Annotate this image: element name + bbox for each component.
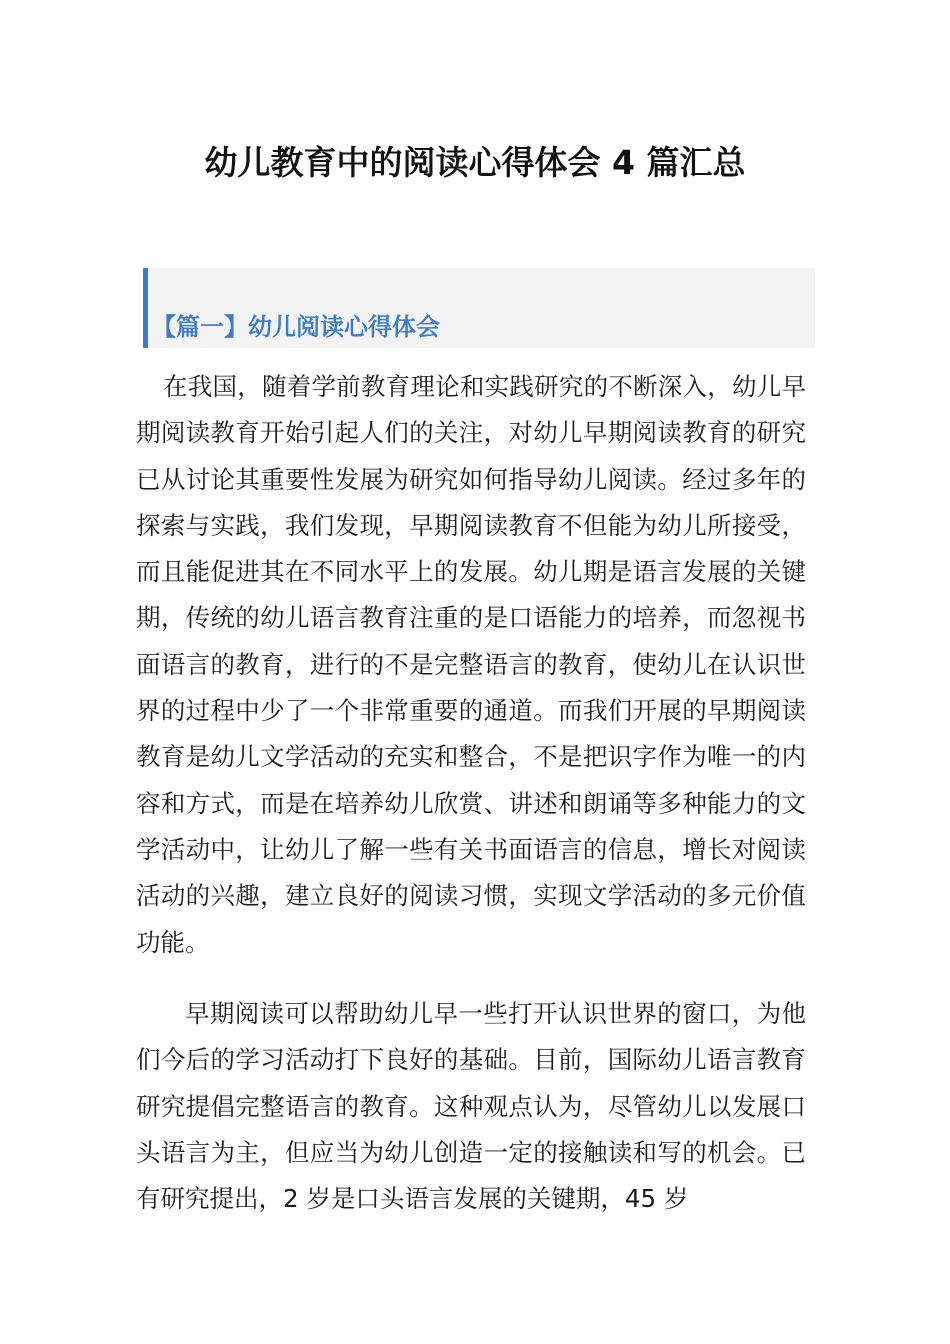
- section-header: [143, 268, 815, 348]
- document-title: 幼儿教育中的阅读心得体会 4 篇汇总: [204, 143, 746, 182]
- section-title: 【篇一】幼儿阅读心得体会: [152, 313, 440, 341]
- body-paragraph: 早期阅读可以帮助幼儿早一些打开认识世界的窗口，为他们今后的学习活动打下良好的基础。目前，国际幼儿语言教育研究提倡完整语言的教育。这种观点认为，尽管幼儿以发展口头语言为主，但应当为幼儿创造一定的接触读和写的机会。已有研究提出，2 岁是口头语言发展的关键期，45 岁: [136, 999, 806, 1214]
- body-paragraph: 在我国，随着学前教育理论和实践研究的不断深入，幼儿早期阅读教育开始引起人们的关注，对幼儿早期阅读教育的研究已从讨论其重要性发展为研究如何指导幼儿阅读。经过多年的探索与实践，我们发现，早期阅读教育不但能为幼儿所接受，而且能促进其在不同水平上的发展。幼儿期是语言发展的关键期，传统的幼儿语言教育注重的是口语能力的培养，而忽视书面语言的教育，进行的不是完整语言的教育，使幼儿在认识世界的过程中少了一个非常重要的通道。而我们开展的早期阅读教育是幼儿文学活动的充实和整合，不是把识字作为唯一的内容和方式，而是在培养幼儿欣赏、讲述和朗诵等多种能力的文学活动中，让幼儿了解一些有关书面语言的信息，增长对阅读活动的兴趣，建立良好的阅读习惯，实现文学活动的多元价值功能。: [136, 372, 806, 957]
